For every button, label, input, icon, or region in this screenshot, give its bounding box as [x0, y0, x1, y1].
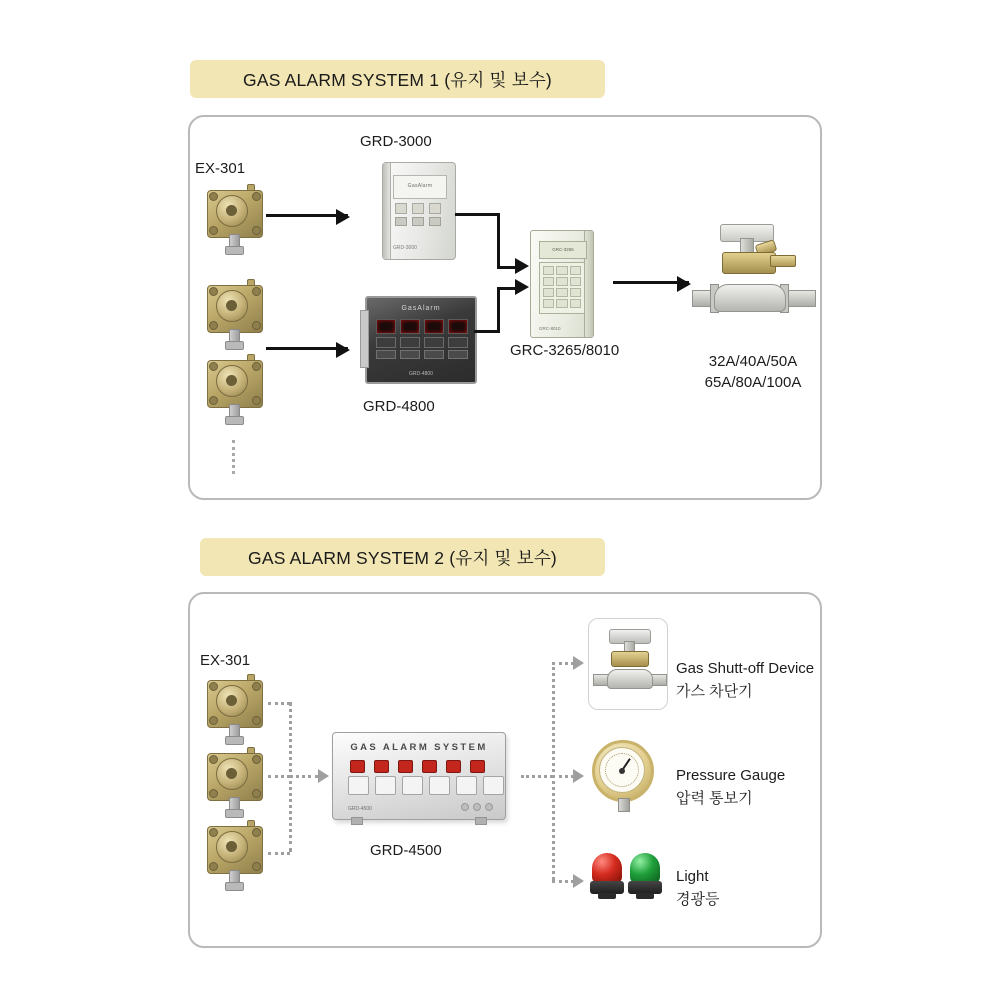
- grd4500-channel-row: [348, 776, 504, 795]
- sensor-continuation-dots: [232, 440, 235, 474]
- grc-terminal: [570, 299, 581, 308]
- beacon-dome-green: [630, 853, 660, 883]
- grd4800-label: GRD-4800: [363, 398, 435, 415]
- sensor-cap: [225, 416, 244, 425]
- valve-brass-body: [722, 252, 776, 274]
- grd4500-foot-right: [475, 817, 487, 825]
- dotted-to-light: [552, 880, 574, 883]
- dotted-output-vertical: [552, 662, 555, 880]
- sensor-bolt: [209, 321, 218, 330]
- sensor-bolt: [252, 682, 261, 691]
- grd4800-display: [448, 319, 468, 334]
- grd4500-channel: [429, 776, 450, 795]
- sensor-bolt: [209, 789, 218, 798]
- grd4800-foot-text: GRD-4800: [409, 371, 433, 377]
- grd4800-brand: GasAlarm: [401, 305, 441, 312]
- grd3000-buttons: [395, 217, 441, 226]
- grd4800-indicator: [448, 337, 468, 348]
- sensor-bolt: [209, 755, 218, 764]
- sensor-cap: [225, 736, 244, 745]
- device-grd3000: [382, 162, 456, 260]
- section-2-banner-label: GAS ALARM SYSTEM 2 (유지 및 보수): [248, 547, 557, 568]
- section-2-sensor-label: EX-301: [200, 652, 251, 669]
- grd4500-led: [422, 760, 437, 773]
- grd4800-indicator-row: [376, 337, 468, 348]
- valve-brass-nose: [770, 255, 796, 267]
- grd4500-foot-left: [351, 817, 363, 825]
- grd4800-button: [376, 350, 396, 359]
- grd4800-indicator: [400, 337, 420, 348]
- sensor2-ex301-3: [203, 818, 265, 890]
- grd4500-channel: [456, 776, 477, 795]
- grd4500-led: [374, 760, 389, 773]
- grd4500-channel: [483, 776, 504, 795]
- grc-terminal: [543, 277, 554, 286]
- output-light-label-en: Light: [676, 868, 709, 885]
- output-pressure-gauge: [592, 740, 654, 810]
- dotted-arrowhead-shutoff: [573, 656, 584, 670]
- sensor2-ex301-2: [203, 745, 265, 817]
- device-grd4800: [365, 296, 477, 384]
- sensor-ex301-1: [203, 182, 265, 254]
- grd3000-screen-text: GasAlarm: [407, 183, 433, 189]
- valve-size-line-1: 32A/40A/50A: [708, 353, 798, 370]
- section-1-sensor-label: EX-301: [195, 160, 246, 177]
- sensor-bolt: [252, 862, 261, 871]
- grc-terminal: [570, 266, 581, 275]
- grd4500-channel: [375, 776, 396, 795]
- section-1-banner-label: GAS ALARM SYSTEM 1 (유지 및 보수): [243, 69, 552, 90]
- dotted-arrowhead-panel: [318, 769, 329, 783]
- sensor-face: [216, 195, 248, 227]
- grd4500-led: [350, 760, 365, 773]
- section-1-banner: [190, 60, 605, 98]
- sensor-bolt: [252, 716, 261, 725]
- dotted-to-gauge: [552, 775, 574, 778]
- grd4500-channel: [348, 776, 369, 795]
- grc-terminal: [543, 299, 554, 308]
- sensor-ex301-2: [203, 277, 265, 349]
- dotted-sensor3-bus: [268, 852, 290, 855]
- sensor-face: [216, 685, 248, 717]
- dotted-arrowhead-light: [573, 874, 584, 888]
- grd4800-button: [448, 350, 468, 359]
- grd4500-label: GRD-4500: [370, 842, 442, 859]
- grd3000-hinge: [383, 163, 391, 259]
- grd4500-title: GAS ALARM SYSTEM: [350, 742, 488, 753]
- sensor2-ex301-1: [203, 672, 265, 744]
- grd4500-foot-text: GRD-4500: [348, 806, 372, 812]
- sensor-bolt: [252, 828, 261, 837]
- gas-shutoff-valve-assembly: [692, 222, 816, 330]
- sensor-bolt: [252, 226, 261, 235]
- sensor-face: [216, 831, 248, 863]
- grd4800-display: [376, 319, 396, 334]
- sensor-ex301-3: [203, 352, 265, 424]
- dotted-sensor1-bus: [268, 702, 290, 705]
- grd3000-logo: GRD-3000: [393, 245, 417, 251]
- sensor-cap: [225, 882, 244, 891]
- sensor-cap: [225, 341, 244, 350]
- sensor-bolt: [209, 192, 218, 201]
- output-gauge-label-en: Pressure Gauge: [676, 767, 786, 784]
- sensor-cap: [225, 809, 244, 818]
- grd4500-led: [446, 760, 461, 773]
- sensor-bolt: [252, 396, 261, 405]
- sensor-bolt: [209, 682, 218, 691]
- grd3000-button: [395, 217, 407, 226]
- beacon-dome-red: [592, 853, 622, 883]
- grd4500-vent: [473, 803, 481, 811]
- grc-terminal: [556, 299, 567, 308]
- device-grc-3265: [530, 230, 594, 338]
- sensor-bolt: [209, 362, 218, 371]
- beacon-foot: [636, 893, 654, 899]
- sensor-bolt: [209, 716, 218, 725]
- grc-terminal: [543, 288, 554, 297]
- sensor-bolt: [209, 862, 218, 871]
- output-gauge-label-ko: 압력 통보기: [676, 790, 753, 807]
- mini-valve-brass: [611, 651, 649, 667]
- grd3000-screen: [393, 175, 447, 199]
- grc-terminal: [556, 277, 567, 286]
- grd3000-button: [429, 217, 441, 226]
- grc-terminal: [570, 277, 581, 286]
- sensor-face: [216, 290, 248, 322]
- grd4800-mount-tab: [360, 310, 369, 368]
- grd4800-display: [424, 319, 444, 334]
- output-beacon-green: [628, 853, 662, 901]
- grc-base-text: GRC-8010: [539, 326, 561, 331]
- grc-top-display: [539, 241, 587, 259]
- grd4800-indicator: [424, 337, 444, 348]
- sensor-bolt: [209, 396, 218, 405]
- grc-terminal: [556, 266, 567, 275]
- beacon-foot: [598, 893, 616, 899]
- dotted-bus-to-panel: [289, 775, 319, 778]
- sensor-bolt: [252, 362, 261, 371]
- grd4800-display: [400, 319, 420, 334]
- grd3000-led: [429, 203, 441, 214]
- device-grd4500: [332, 732, 506, 820]
- sensor-bolt: [252, 789, 261, 798]
- arrow-sensor1-to-grd3000: [266, 214, 348, 217]
- grd4800-indicator: [376, 337, 396, 348]
- grd4800-button: [400, 350, 420, 359]
- grd3000-label: GRD-3000: [360, 133, 432, 150]
- gauge-pin: [619, 768, 625, 774]
- sensor-face: [216, 758, 248, 790]
- grd4500-vent: [485, 803, 493, 811]
- grd3000-button: [412, 217, 424, 226]
- output-shutoff-thumbnail: [588, 618, 668, 710]
- grd3000-led: [395, 203, 407, 214]
- sensor-bolt: [252, 192, 261, 201]
- grd3000-leds: [395, 203, 441, 214]
- gauge-stem: [618, 798, 630, 812]
- grc-terminal-grid: [539, 262, 585, 314]
- valve-lower-body: [714, 284, 786, 312]
- dotted-to-shutoff: [552, 662, 574, 665]
- grd4800-button-row: [376, 350, 468, 359]
- grd4500-led-row: [350, 760, 485, 773]
- grc-label: GRC-3265/8010: [510, 342, 620, 359]
- grd3000-led: [412, 203, 424, 214]
- sensor-bolt: [209, 287, 218, 296]
- grc-terminal: [556, 288, 567, 297]
- sensor-bolt: [209, 828, 218, 837]
- grd4800-button: [424, 350, 444, 359]
- dotted-panel-output: [521, 775, 553, 778]
- output-light-label-ko: 경광등: [676, 891, 720, 908]
- valve-size-line-2: 65A/80A/100A: [704, 374, 802, 391]
- grc-terminal: [543, 266, 554, 275]
- sensor-face: [216, 365, 248, 397]
- sensor-bolt: [252, 755, 261, 764]
- arrow-sensor2-to-grd4800: [266, 347, 348, 350]
- grc-top-text: GRC-3265: [552, 247, 574, 252]
- arrow-grc-to-valve: [613, 281, 689, 284]
- output-beacon-red: [590, 853, 624, 901]
- grd4800-displays: [376, 319, 468, 334]
- mini-valve-body: [607, 669, 653, 689]
- grd4500-led: [398, 760, 413, 773]
- sensor-cap: [225, 246, 244, 255]
- dotted-arrowhead-gauge: [573, 769, 584, 783]
- section-2-banner: [200, 538, 605, 576]
- grd4500-vent: [461, 803, 469, 811]
- grd4500-channel: [402, 776, 423, 795]
- grc-terminal: [570, 288, 581, 297]
- grd4500-led: [470, 760, 485, 773]
- dotted-sensor2-bus: [268, 775, 290, 778]
- sensor-bolt: [252, 287, 261, 296]
- grd4500-vents: [461, 803, 493, 811]
- output-shutoff-label-ko: 가스 차단기: [676, 683, 753, 700]
- sensor-bolt: [209, 226, 218, 235]
- sensor-bolt: [252, 321, 261, 330]
- output-shutoff-label-en: Gas Shutt-off Device: [676, 660, 815, 677]
